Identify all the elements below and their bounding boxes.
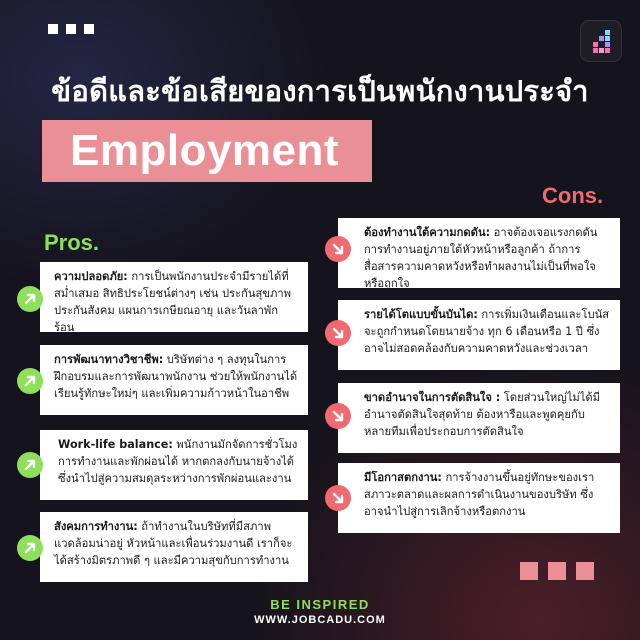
con-heading: ต้องทำงานใต้ความกดดัน:: [364, 226, 491, 239]
arrow-up-right-icon: [17, 452, 43, 478]
pro-card-professional-growth: [40, 345, 308, 415]
con-text: โดยส่วนใหญ่ไม่ได้มีอำนาจตัดสินใจสุดท้าย ต้องหารือและพูดคุยกับหลายทีมเพื่อประกอบการตัดสินใจ: [364, 391, 601, 438]
arrow-down-right-icon: [325, 320, 351, 346]
con-heading: ขาดอำนาจในการตัดสินใจ :: [364, 391, 501, 404]
pro-heading: สังคมการทำงาน:: [54, 520, 138, 533]
pro-text: พนักงานมักจัดการชั่วโมงการทำงานและพักผ่อนได้ หากตกลงกับนายจ้างได้ ซึ่งนำไปสู่ความสมดุลระหว่างการพักผ่อนและงาน: [58, 438, 298, 485]
pro-text: ถ้าทำงานในบริษัทที่มีสภาพแวดล้อมน่าอยู่ หัวหน้าและเพื่อนร่วมงานดี เราก็จะได้สร้างมิตรภาพดี ๆ และมีความสุขกับการทำงาน: [54, 520, 293, 567]
arrow-down-right-icon: [325, 236, 351, 262]
arrow-down-right-icon: [325, 485, 351, 511]
employment-banner: Employment: [42, 120, 372, 182]
footer-tagline: BE INSPIRED: [270, 597, 370, 612]
pro-heading: Work-life balance:: [58, 438, 173, 451]
pro-card-work-society: [40, 512, 308, 582]
pro-card-work-life-balance: [40, 430, 308, 500]
pros-label: Pros.: [44, 230, 100, 255]
con-text: การเพิ่มเงินเดือนและโบนัสจะถูกกำหนดโดยนายจ้าง ทุก 6 เดือนหรือ 1 ปี ซึ่งอาจไม่สอดคล้องกับความคาดหวังและช่วงเวลา: [364, 308, 610, 355]
arrow-up-right-icon: [17, 535, 43, 561]
con-text: อาจต้องเจอแรงกดดันการทำงานอยู่ภายใต้หัวหน้าหรือลูกค้า ถ้าการสื่อสารความคาดหวังหรือทำผลงานไม่เป็นที่พอใจ หรือถูกใจ: [364, 226, 598, 290]
con-heading: มีโอกาสตกงาน:: [364, 471, 442, 484]
jobcadu-logo: [580, 20, 622, 62]
con-card-job-loss: [338, 463, 620, 533]
arrow-up-right-icon: [17, 286, 43, 312]
con-card-decision-power: [338, 383, 620, 453]
cons-label: Cons.: [542, 183, 604, 208]
arrow-up-right-icon: [17, 368, 43, 394]
con-card-pressure: [338, 218, 620, 288]
logo-mark-icon: [581, 21, 621, 61]
con-heading: รายได้โตแบบขั้นบันได:: [364, 308, 478, 321]
pro-heading: การพัฒนาทางวิชาชีพ:: [54, 353, 164, 366]
pro-card-security: [40, 262, 308, 332]
pro-heading: ความปลอดภัย:: [54, 270, 128, 283]
footer-url[interactable]: WWW.JOBCADU.COM: [254, 614, 386, 626]
pro-text: การเป็นพนักงานประจำมีรายได้ที่สม่ำเสมอ สิทธิประโยชน์ต่างๆ เช่น ประกันสุขภาพ ประกันสังคม แผนการเกษียณอายุ และวันลาพักร้อน: [54, 270, 291, 334]
con-text: การจ้างงานขึ้นอยู่ทักษะของเราสภาวะตลาดและผลการดำเนินงานของบริษัท ซึ่งอาจนำไปสู่การเลิกจ้างหรือตกงาน: [364, 471, 595, 518]
arrow-down-right-icon: [325, 403, 351, 429]
con-card-step-income: [338, 300, 620, 370]
top-dots-decoration: [48, 24, 94, 34]
bottom-squares-decoration: [520, 562, 594, 580]
page-title: ข้อดีและข้อเสียของการเป็นพนักงานประจำ: [51, 76, 589, 108]
pro-text: บริษัทต่าง ๆ ลงทุนในการฝึกอบรมและการพัฒนาพนักงาน ช่วยให้พนักงานได้เรียนรู้ทักษะใหม่ๆ และเพิ่มความก้าวหน้าในอาชีพ: [54, 353, 298, 400]
